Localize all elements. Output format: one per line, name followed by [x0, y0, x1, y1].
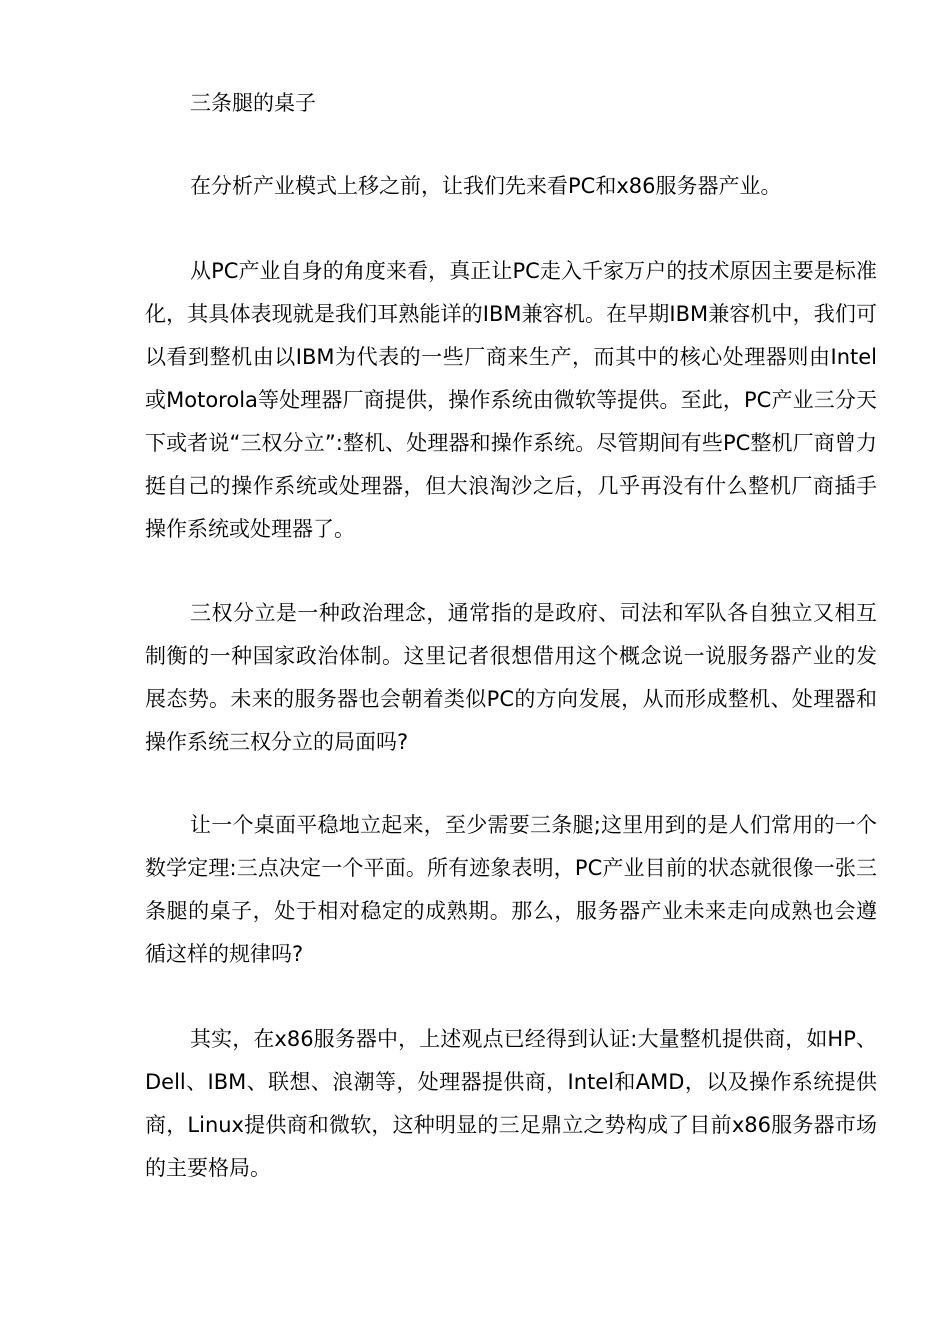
paragraph-three-legged-table: 让一个桌面平稳地立起来，至少需要三条腿;这里用到的是人们常用的一个数学定理:三点决定一个平面。所有迹象表明，PC产业目前的状态就很像一张三条腿的桌子，处于相对稳定的成熟期。那么，服务器产业未来走向成熟也会遵循这样的规律吗? [145, 813, 877, 966]
paragraph-pc-industry: 从PC产业自身的角度来看，真正让PC走入千家万户的技术原因主要是标准化，其具体表现就是我们耳熟能详的IBM兼容机。在早期IBM兼容机中，我们可以看到整机由以IBM为代表的一些厂商来生产，而其中的核心处理器则由Intel或Motorola等处理器厂商提供，操作系统由微软等提供。至此，PC产业三分天下或者说“三权分立”:整机、处理器和操作系统。尽管期间有些PC整机厂商曾力挺自己的操作系统或处理器，但大浪淘沙之后，几乎再没有什么整机厂商插手操作系统或处理器了。 [145, 259, 877, 541]
paragraph-x86-market: 其实，在x86服务器中，上述观点已经得到认证:大量整机提供商，如HP、Dell、IBM、联想、浪潮等，处理器提供商，Intel和AMD，以及操作系统提供商，Linux提供商和微软，这种明显的三足鼎立之势构成了目前x86服务器市场的主要格局。 [145, 1027, 877, 1180]
paragraph-separation-of-powers: 三权分立是一种政治理念，通常指的是政府、司法和军队各自独立又相互制衡的一种国家政治体制。这里记者很想借用这个概念说一说服务器产业的发展态势。未来的服务器也会朝着类似PC的方向发展，从而形成整机、处理器和操作系统三权分立的局面吗? [145, 601, 877, 754]
document-title: 三条腿的桌子 [190, 91, 316, 115]
paragraph-intro: 在分析产业模式上移之前，让我们先来看PC和x86服务器产业。 [190, 174, 782, 198]
